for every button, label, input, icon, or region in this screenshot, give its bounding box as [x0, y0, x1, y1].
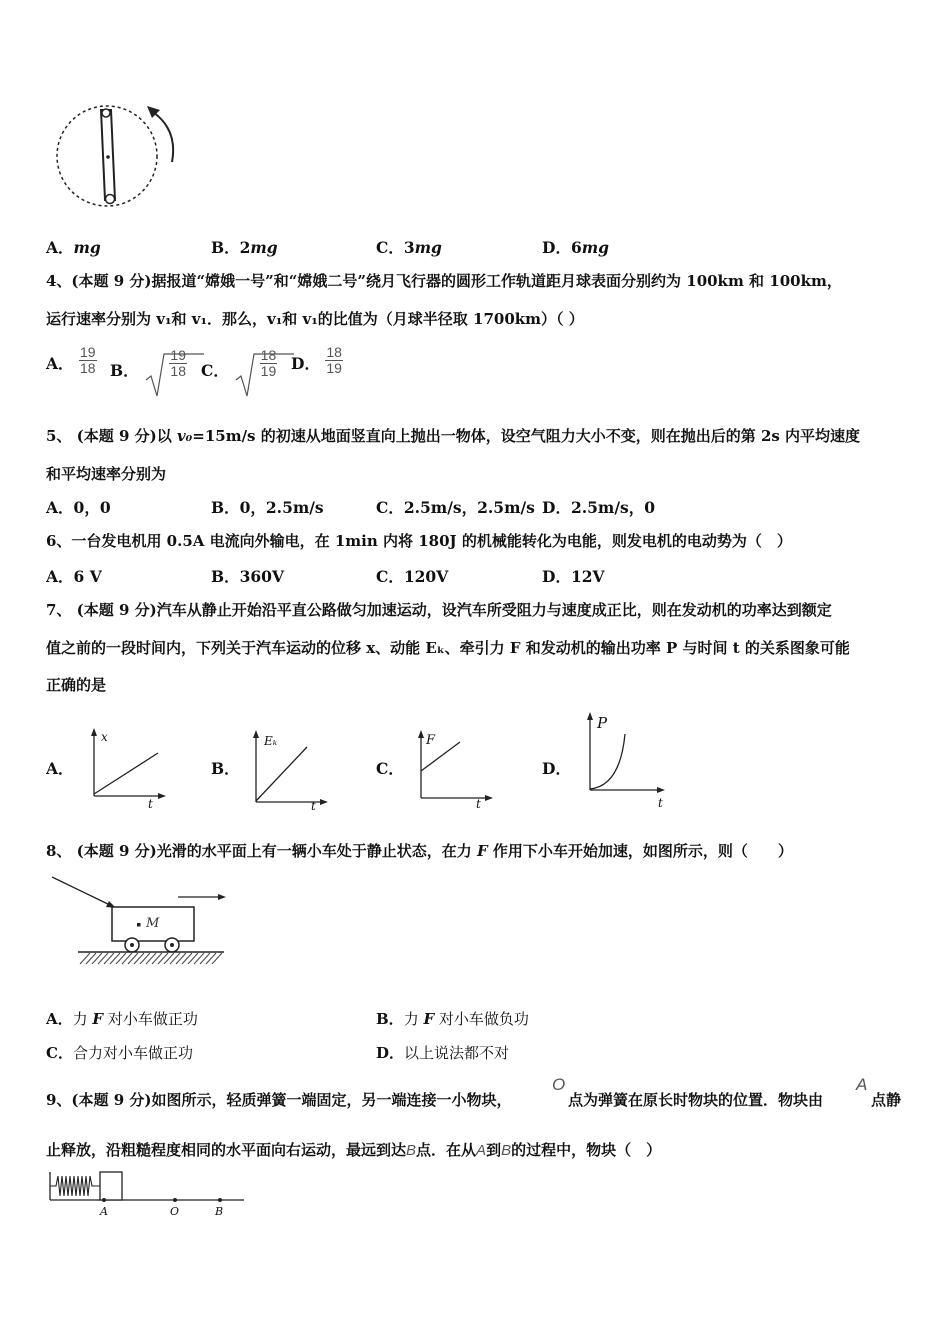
q5-option-b: B．0，2.5m/s — [211, 498, 324, 517]
q7-option-d-letter: D． — [542, 759, 571, 778]
q4-option-c: C． $\frac{18}{19}$ — [201, 340, 277, 386]
q6-line-1: 6、一台发电机用 0.5A 电流向外输电，在 1min 内将 180J 的机械能转化为电能，则发电机的电动势为（ ） — [46, 532, 792, 550]
q7-line-2: 值之前的一段时间内，下列关于汽车运动的位移 x、动能 Eₖ、牵引力 F 和发动机的输出功率 P 与时间 t 的关系图象可能 — [46, 639, 850, 657]
q7-option-c-letter: C． — [376, 759, 404, 778]
q4-option-b: B． $\frac{19}{18}$ — [110, 340, 187, 386]
q9-line-2: 止释放，沿粗糙程度相同的水平面向右运动，最远到达B点．在从A到B的过程中，物块（ ） — [46, 1141, 662, 1159]
q8-line-1: 8、 (本题 9 分)光滑的水平面上有一辆小车处于静止状态，在力 F 作用下小车开始加速，如图所示，则（ ） — [46, 842, 793, 860]
q8-option-d: D．以上说法都不对 — [376, 1044, 510, 1062]
q4-line-2: 运行速率分别为 v₁和 v₁．那么，v₁和 v₁的比值为（月球半径取 1700km）（ ） — [46, 310, 584, 328]
graph-a — [88, 728, 168, 818]
q8-option-a: A．力 F 对小车做正功 — [46, 1010, 198, 1028]
q4-line-1: 4、(本题 9 分)据报道“嫦娥一号”和“嫦娥二号”绕月飞行器的圆形工作轨道距月球表面分别约为 100km 和 100km， — [46, 272, 842, 290]
q9-line-1c: 点静 — [871, 1091, 902, 1109]
spring-label-a: A — [100, 1205, 108, 1218]
graph-b-xlabel: t — [311, 799, 316, 813]
q7-option-a-letter: A． — [46, 759, 74, 778]
cart-label: M — [146, 916, 160, 931]
q8-option-b: B．力 F 对小车做负功 — [376, 1010, 529, 1028]
cart-figure — [50, 873, 240, 973]
q6-option-d: D．12V — [542, 567, 605, 586]
q6-option-c: C．120V — [376, 567, 449, 586]
graph-c-ylabel: F — [426, 733, 436, 748]
q6-option-b: B．360V — [211, 567, 284, 586]
q7-option-b-letter: B． — [211, 759, 240, 778]
q9-line-1b: 点为弹簧在原长时物块的位置．物块由 — [568, 1091, 824, 1109]
graph-d-ylabel: P — [597, 714, 608, 732]
q3-option-a: A．mg — [46, 238, 101, 257]
q7-line-1: 7、 (本题 9 分)汽车从静止开始沿平直公路做匀加速运动，设汽车所受阻力与速度成正比，则在发动机的功率达到额定 — [46, 601, 832, 619]
q9-point-o: O — [552, 1075, 566, 1094]
q9-point-a: A — [856, 1075, 868, 1094]
graph-c-xlabel: t — [476, 797, 481, 811]
graph-b — [250, 730, 330, 820]
q3-option-b: B．2mg — [211, 238, 278, 257]
q5-option-c: C．2.5m/s，2.5m/s — [376, 498, 535, 517]
q3-option-c: C．3mg — [376, 238, 442, 257]
q6-option-a: A．6 V — [46, 567, 102, 586]
q5-option-a: A．0，0 — [46, 498, 111, 517]
spring-label-b: B — [215, 1205, 224, 1218]
spring-label-o: O — [170, 1205, 180, 1218]
graph-b-ylabel: Eₖ — [264, 734, 278, 748]
q4-option-d: D． $\frac{18}{19}$ — [291, 344, 342, 376]
graph-a-xlabel: t — [148, 797, 153, 811]
graph-a-ylabel: x — [101, 730, 108, 744]
q5-line-1: 5、 (本题 9 分)以 v₀=15m/s 的初速从地面竖直向上抛出一物体，设空气阻力大小不变，则在抛出后的第 2s 内平均速度 — [46, 427, 861, 445]
q4-option-a: A． $\frac{19}{18}$ — [46, 344, 96, 376]
q8-option-c: C．合力对小车做正功 — [46, 1044, 193, 1062]
graph-d-xlabel: t — [658, 796, 663, 810]
q9-line-1: 9、(本题 9 分)如图所示，轻质弹簧一端固定，另一端连接一小物块， — [46, 1091, 512, 1109]
q3-option-d: D．6mg — [542, 238, 609, 257]
q5-line-2: 和平均速率分别为 — [46, 465, 167, 483]
q5-option-d: D．2.5m/s，0 — [542, 498, 655, 517]
q7-line-3: 正确的是 — [46, 676, 107, 694]
rotating-rod-figure — [50, 100, 190, 210]
